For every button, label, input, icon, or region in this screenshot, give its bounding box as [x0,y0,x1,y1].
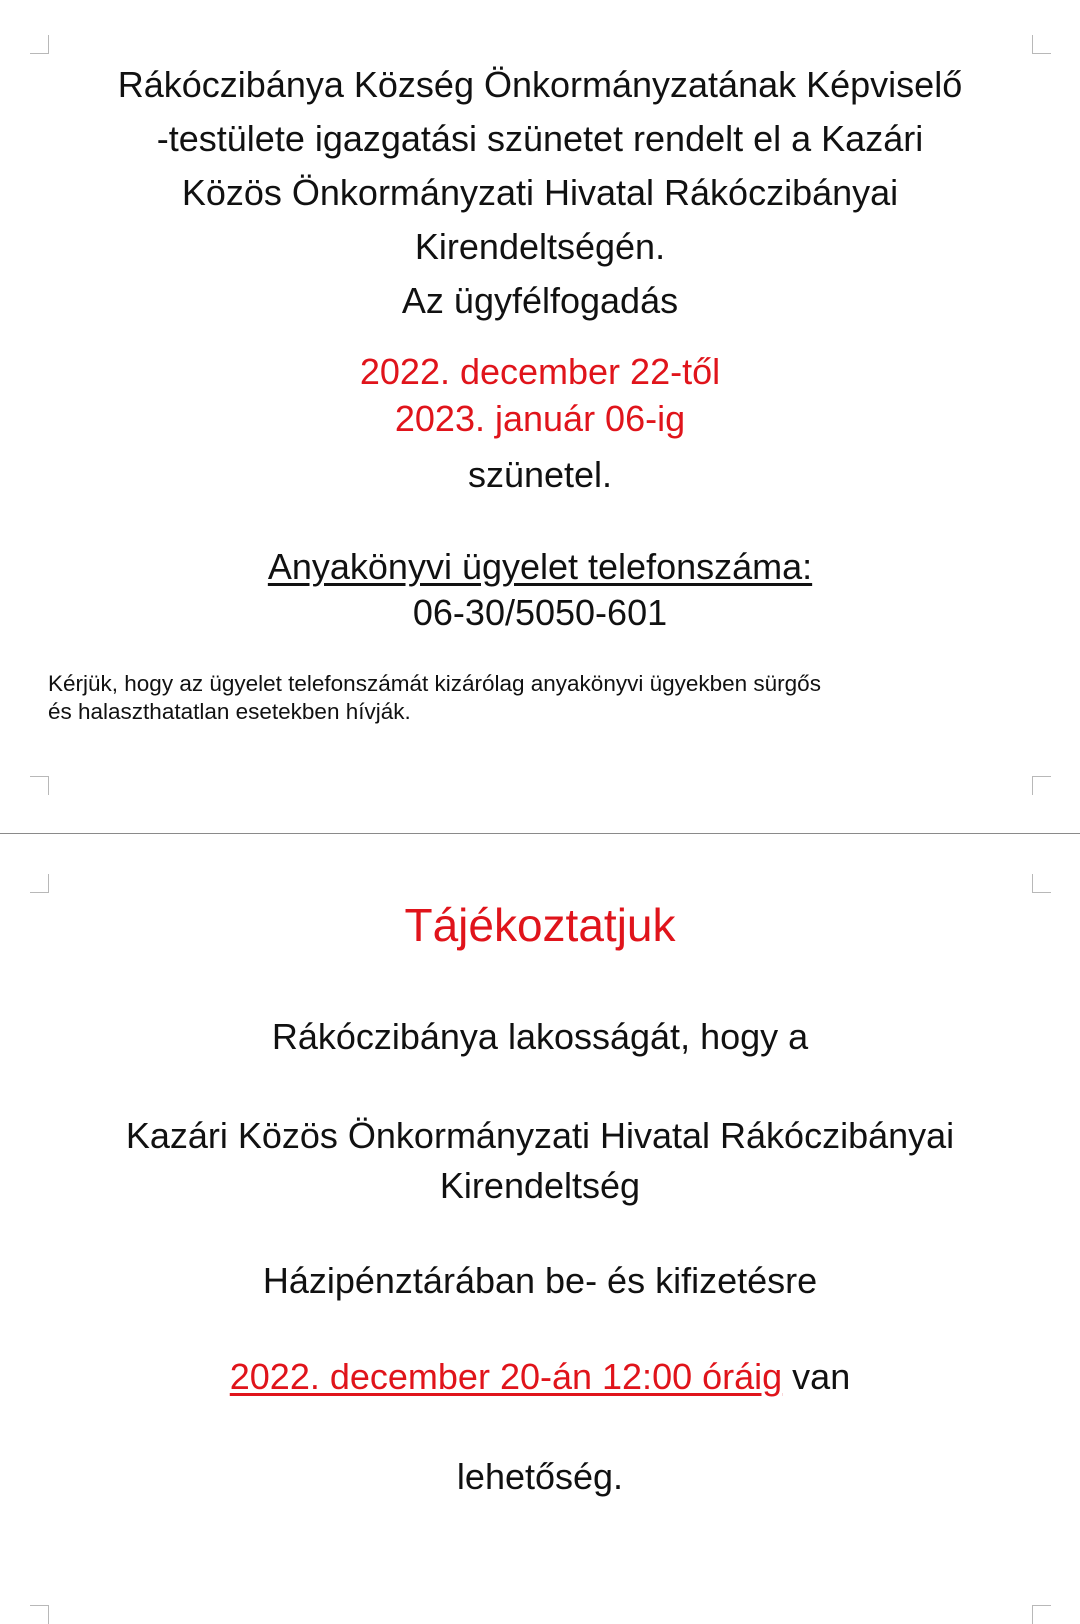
info-line-cashdesk: Házipénztárában be- és kifizetésre [262,1260,818,1301]
heading-line-4: Kirendeltségén. [414,226,666,267]
deadline-suffix: van [782,1356,851,1397]
office-name: Kazári Közös Önkormányzati Hivatal Rákóczibányai [125,1115,955,1156]
pause-text: szünetel. [467,454,613,495]
info-title: Tájékoztatjuk [404,899,676,951]
usage-note [48,670,1038,726]
note-line-1: Kérjük, hogy az ügyelet telefonszámát kizárólag anyakönyvi ügyekben sürgős [48,671,821,696]
heading-line-5: Az ügyfélfogadás [401,280,679,321]
heading-line-2: -testülete igazgatási szünetet rendelt el a Kazári [156,118,924,159]
margin-corner-bottom-right-2 [1032,1605,1051,1624]
heading-line-3: Közös Önkormányzati Hivatal Rákóczibányai [181,172,899,213]
announcement-heading [40,58,1040,328]
margin-corner-bottom-left-2 [30,1605,49,1624]
office-unit: Kirendeltség [439,1165,641,1206]
date-to: 2023. január 06-ig [394,398,686,439]
info-line-office [40,1111,1040,1211]
info-line-possibility: lehetőség. [456,1456,624,1497]
margin-corner-bottom-right [1032,776,1051,795]
date-from: 2022. december 22-től [359,351,721,392]
page-divider [0,833,1080,834]
margin-corner-top-right-2 [1032,874,1051,893]
phone-label-text: Anyakönyvi ügyelet telefonszáma: [267,546,813,587]
phone-label [40,543,1040,590]
closure-dates [40,348,1040,442]
note-line-2: és halaszthatatlan esetekben hívják. [48,699,411,724]
deadline-date: 2022. december 20-án 12:00 óráig [229,1356,783,1397]
info-line-residents: Rákóczibánya lakosságát, hogy a [271,1016,809,1057]
margin-corner-top-right [1032,35,1051,54]
margin-corner-top-left-2 [30,874,49,893]
heading-line-1: Rákóczibánya Község Önkormányzatának Képviselő [117,64,963,105]
margin-corner-bottom-left [30,776,49,795]
phone-number: 06-30/5050-601 [412,592,668,633]
info-line-deadline [40,1352,1040,1402]
margin-corner-top-left [30,35,49,54]
